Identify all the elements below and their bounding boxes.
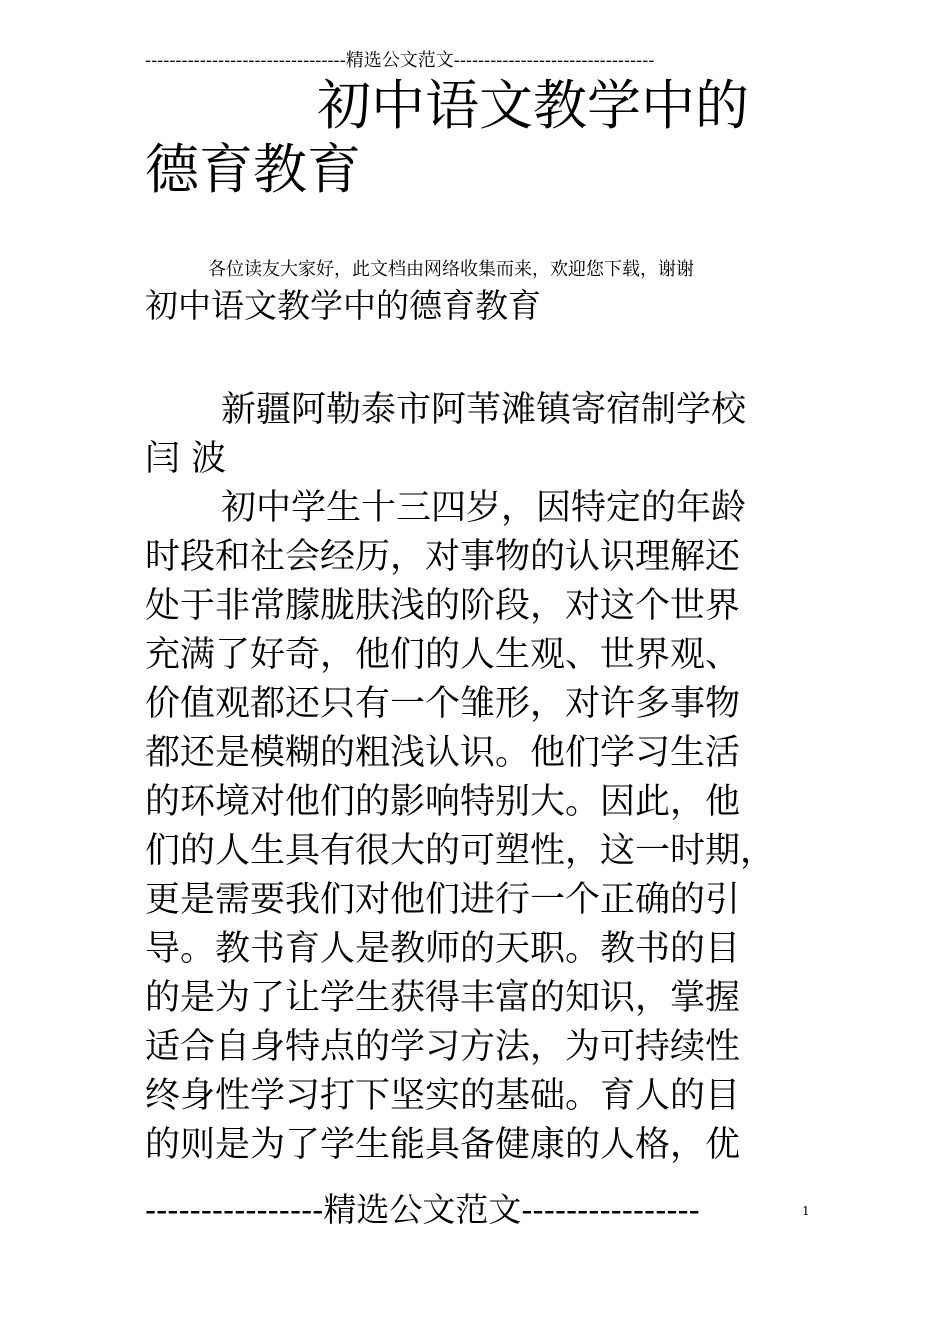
body-line: 价值观都还只有一个雏形，对许多事物 [145,684,741,724]
body-line: 的则是为了学生能具备健康的人格，优 [145,1125,741,1165]
document-title [145,74,805,202]
body-line: 都还是模糊的粗浅认识。他们学习生活 [145,733,741,773]
article-title: 初中语文教学中的德育教育 [145,286,541,325]
body-line: 适合自身特点的学习方法，为可持续性 [145,1027,741,1067]
author-name: 闫 波 [145,439,227,479]
body-line: 导。教书育人是教师的天职。教书的目 [145,929,741,969]
article-body [145,386,805,1170]
body-line: 处于非常朦胧肤浅的阶段，对这个世界 [145,586,741,626]
body-line: 更是需要我们对他们进行一个正确的引 [145,880,741,920]
title-line-1: 初中语文教学中的 [317,74,749,137]
body-line: 的环境对他们的影响特别大。因此，他 [145,782,741,822]
body-line: 的是为了让学生获得丰富的知识，掌握 [145,978,741,1018]
page-header: ---------------------------------精选公文范文--------------------------------- [145,50,655,71]
page-number: 1 [802,1204,810,1218]
body-line: 终身性学习打下坚实的基础。育人的目 [145,1076,741,1116]
greeting-text: 各位读友大家好，此文档由网络收集而来，欢迎您下载，谢谢 [208,259,694,280]
body-line: 们的人生具有很大的可塑性，这一时期， [145,831,776,871]
body-line: 充满了好奇，他们的人生观、世界观、 [145,635,741,675]
title-line-2: 德育教育 [145,138,361,201]
body-line: 初中学生十三四岁，因特定的年龄 [221,488,747,528]
body-line: 时段和社会经历，对事物的认识理解还 [145,537,741,577]
page-footer: ----------------精选公文范文---------------- [145,1190,700,1229]
author-school: 新疆阿勒泰市阿苇滩镇寄宿制学校 [221,390,747,430]
